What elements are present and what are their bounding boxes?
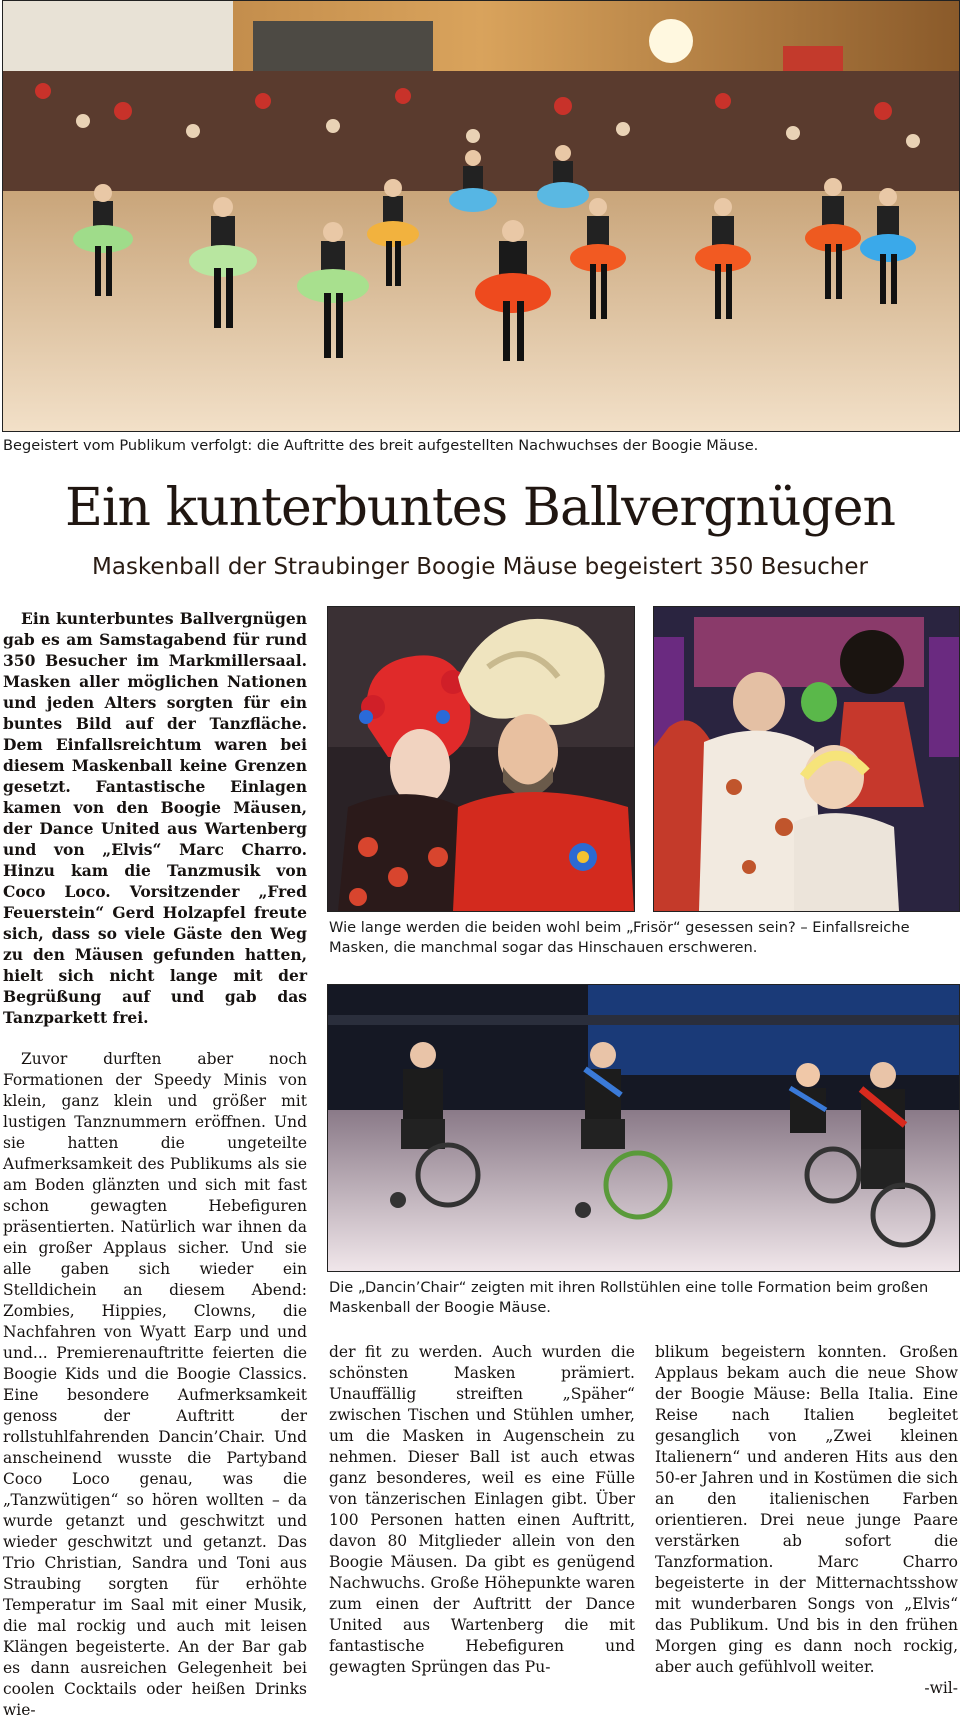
article-lead: Ein kunterbuntes Ballvergnügen gab es am Samstagabend für rund 350 Besucher im Markmillersaal. Masken aller möglichen Nationen und jeden Alters sorgten für ein buntes Bild auf der Tanzfläche. Dem Einfallsreichtum waren bei diesem Maskenball keine Grenzen gesetzt. Fantastische Einlagen kamen von den Boogie Mäusen, der Dance United aus Wartenberg und von „Elvis“ Marc Charro. Hinzu kam die Tanzmusik von Coco Loco. Vorsitzender „Fred Feuerstein“ Gerd Holzapfel freute sich, dass so viele Gäste den Weg zu den Mäusen gefunden hatten, hielt sich nicht lange mit der Begrüßung auf und gab das Tanzparkett frei.: [3, 609, 307, 1027]
article-column-2: [329, 1342, 635, 1678]
caption-top-photo: Begeistert vom Publikum verfolgt: die Auftritte des breit aufgestellten Nachwuchses der Boogie Mäuse.: [3, 437, 759, 454]
article-column-1: [3, 608, 307, 1721]
article-column-3: [655, 1342, 958, 1699]
article-body-1: Zuvor durften aber noch Formationen der Speedy Minis von klein, ganz klein und größer mit lustigen Tanznummern eröffnen. Und sie hatten die ungeteilte Aufmerksamkeit des Publikums als sie am Boden glänzten und sich mit fast schon gewagten Hebefiguren präsentierten. Natürlich war ihnen da ein großer Applaus sicher. Und sie alle gaben sich wieder ein Stelldichein an diesem Abend: Zombies, Hippies, Clowns, die Nachfahren von Wyatt Earp und und und... Premierenauftritte feierten die Boogie Kids und die Boogie Classics. Eine besondere Aufmerksamkeit genoss der Auftritt der rollstuhlfahrenden Dancin’Chair. Und anscheinend wusste die Partyband Coco Loco genau, was die „Tanzwütigen“ so hören wollten – da wurde getanzt und geschwitzt und wieder geschwitzt und getanzt. Das Trio Christian, Sandra und Toni aus Straubing sorgten für erhöhte Temperatur im Saal mit einer Musik, die mal rockig und auch mit leisen Klängen begeisterte. An der Bar gab es dann ausreichen Gelegenheit bei coolen Cocktails oder heißen Drinks wie-: [3, 1050, 307, 1719]
author-signature: -wil-: [924, 1679, 958, 1697]
article-body-3: blikum begeistern konnten. Großen Applaus bekam auch die neue Show der Boogie Mäuse: Bella Italia. Eine Reise nach Italien begleitet gesanglich von „Zwei kleinen Italienern“ und anderen Hits aus den 50-er Jahren und in Kostümen die sich an den italienischen Farben orientieren. Drei neue junge Paare verstärken ab sofort die Tanzformation. Marc Charro begeisterte in der Mitternachtsshow mit wunderbaren Songs von „Elvis“ das Publikum. Und bis in den frühen Morgen ging es dann noch rockig, aber auch gefühlvoll weiter.: [655, 1343, 958, 1676]
caption-masks: Wie lange werden die beiden wohl beim „Frisör“ gesessen sein? – Einfallsreiche Masken, die manchmal sogar das Hinschauen erschweren.: [329, 919, 910, 956]
photo-zombie-masks: [653, 606, 960, 912]
photo-frisoer-masks: [327, 606, 635, 912]
photo-dancin-chair: [327, 984, 960, 1272]
caption-dancin-chair: Die „Dancin’Chair“ zeigten mit ihren Rollstühlen eine tolle Formation beim großen Maskenball der Boogie Mäuse.: [329, 1279, 929, 1316]
headline: Ein kunterbuntes Ballvergnügen: [64, 478, 896, 538]
article-body-2: der fit zu werden. Auch wurden die schönsten Masken prämiert. Unauffällig streiften „Späher“ zwischen Tischen und Stühlen umher, um die Masken in Augenschein zu nehmen. Dieser Ball ist auch etwas ganz besonderes, weil es eine Fülle von tänzerischen Einlagen gibt. Über 100 Personen hatten einen Auftritt, davon 80 Mitglieder allein von den Boogie Mäusen. Da gibt es genügend Nachwuchs. Große Höhepunkte waren zum einen der Auftritt der Dance United aus Wartenberg die mit fantastische Hebefiguren und gewagten Sprüngen das Pu-: [329, 1343, 635, 1676]
subheadline: Maskenball der Straubinger Boogie Mäuse begeistert 350 Besucher: [92, 554, 868, 580]
photo-children-dancing: [2, 0, 960, 432]
